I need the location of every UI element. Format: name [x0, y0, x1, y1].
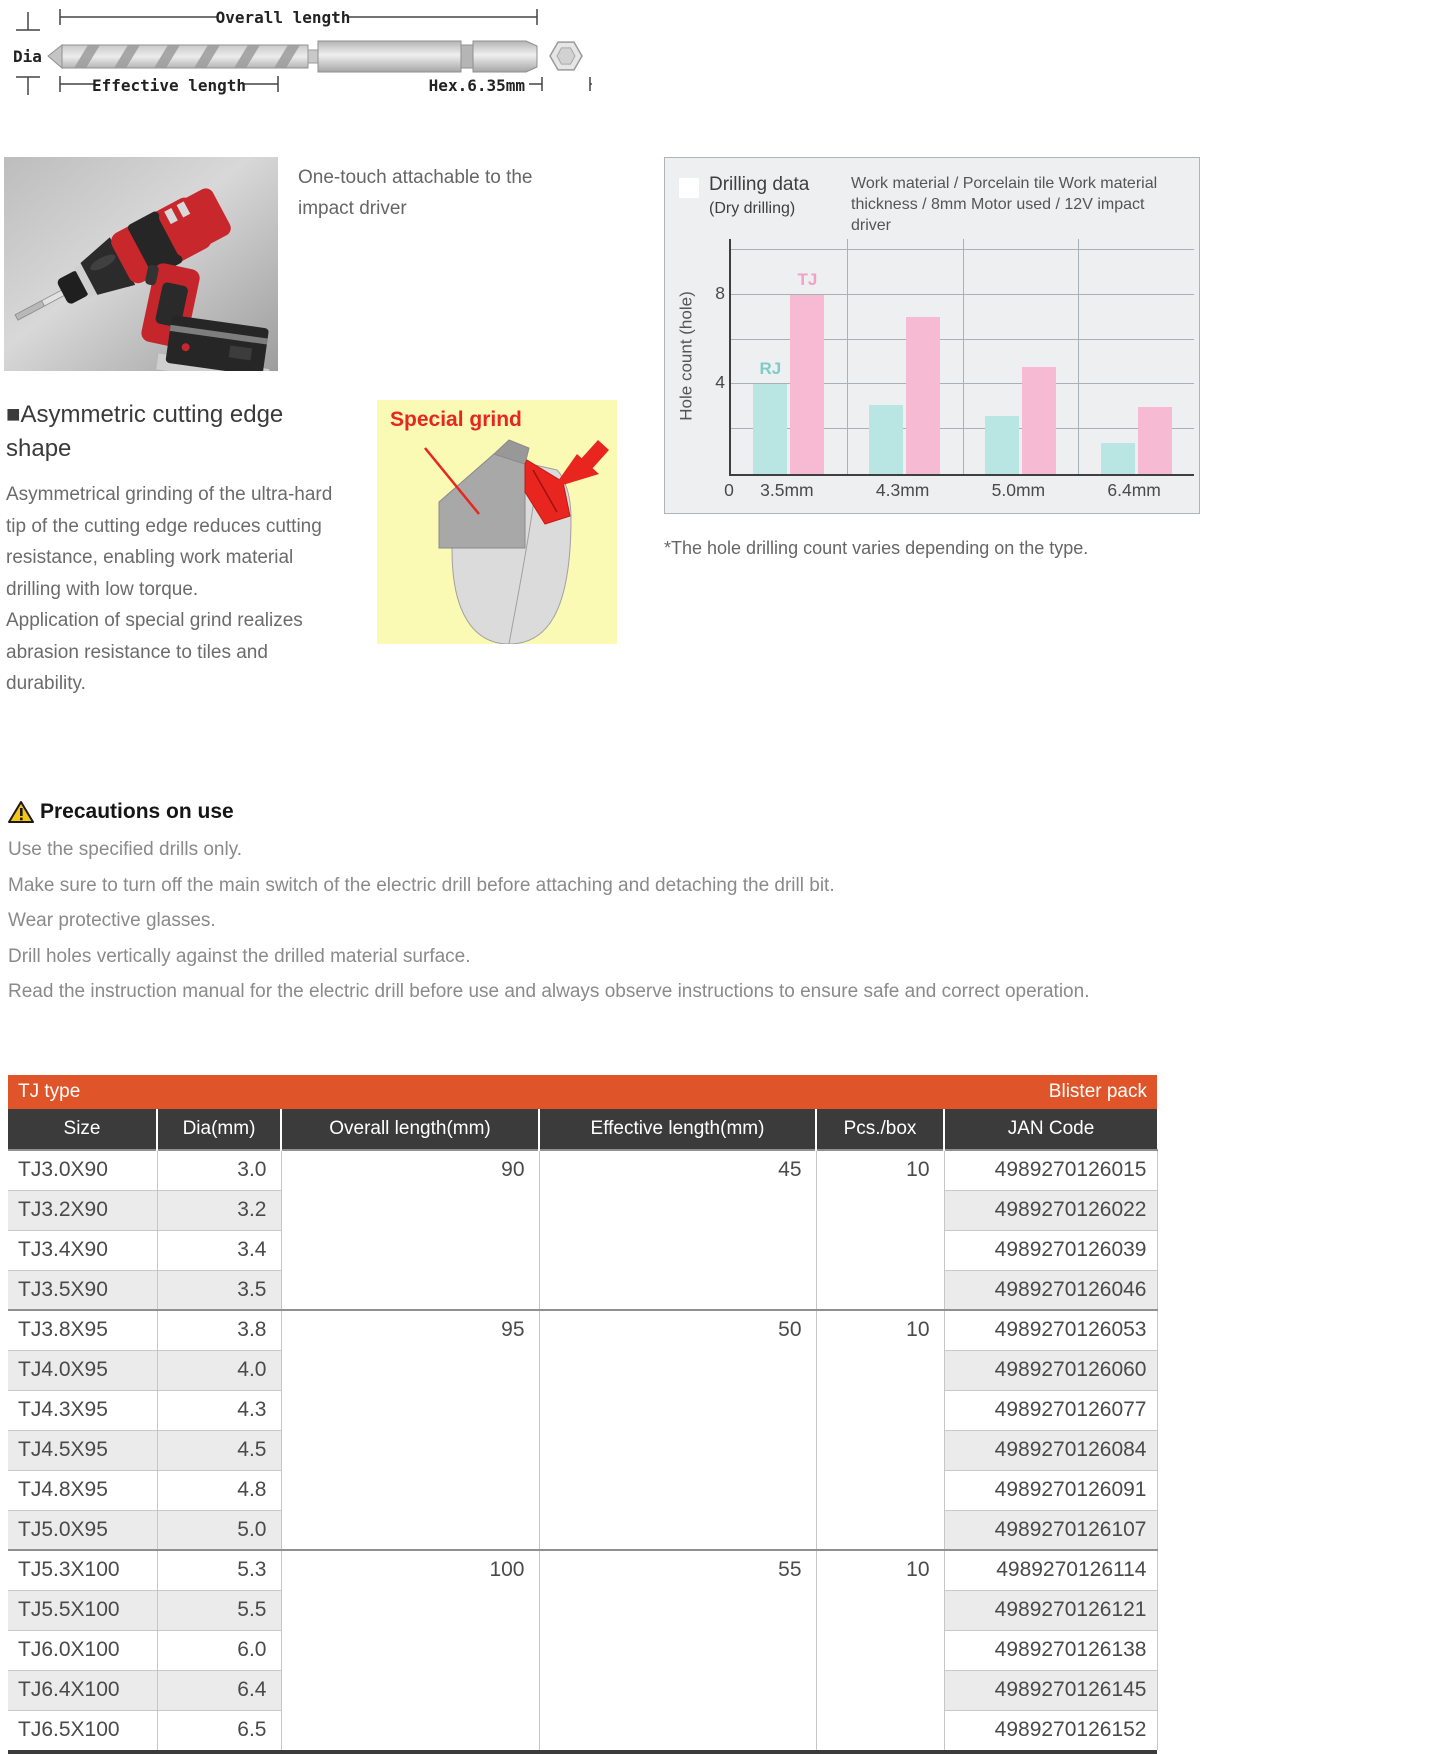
precautions-section — [8, 800, 1100, 1014]
cell-size: TJ4.5X95 — [8, 1430, 157, 1470]
dia-label: Dia — [13, 47, 42, 66]
precaution-item: Use the specified drills only. — [8, 839, 243, 860]
cell-dia: 3.4 — [157, 1230, 281, 1270]
cell-size: TJ4.3X95 — [8, 1390, 157, 1430]
cell-dia: 5.5 — [157, 1590, 281, 1630]
cell-jan-code: 4989270126022 — [944, 1190, 1157, 1230]
asymmetric-section — [6, 398, 344, 700]
cell-size: TJ4.0X95 — [8, 1350, 157, 1390]
cell-size: TJ3.8X95 — [8, 1310, 157, 1350]
cell-jan-code: 4989270126138 — [944, 1630, 1157, 1670]
table-row — [8, 1150, 1157, 1190]
cell-size: TJ6.5X100 — [8, 1710, 157, 1750]
cell-jan-code: 4989270126053 — [944, 1310, 1157, 1350]
spec-table-body — [8, 1150, 1157, 1750]
precaution-item: Drill holes vertically against the drilled material surface. — [8, 945, 471, 967]
col-header-size: Size — [8, 1109, 157, 1150]
cell-overall-length: 90 — [281, 1150, 539, 1310]
overall-length-label: Overall length — [215, 8, 351, 27]
cell-dia: 3.5 — [157, 1270, 281, 1310]
chart-plot — [715, 239, 1194, 476]
cell-size: TJ6.4X100 — [8, 1670, 157, 1710]
v-gridline — [963, 239, 964, 474]
special-grind-callout — [377, 400, 617, 644]
bar-rj — [753, 384, 787, 474]
chart-subtitle: (Dry drilling) — [709, 200, 796, 217]
hex-size-label: Hex.6.35mm — [428, 76, 525, 95]
y-axis-title: Hole count (hole) — [677, 291, 696, 421]
chart-conditions: Work material / Porcelain tile Work material thickness / 8mm Motor used / 12V impact driver — [851, 175, 1158, 235]
y-axis-tick: 8 — [715, 282, 725, 303]
effective-length-label: Effective length — [91, 76, 247, 95]
cell-jan-code: 4989270126152 — [944, 1710, 1157, 1750]
col-header-jan-code: JAN Code — [944, 1109, 1157, 1150]
col-header-pcs-box: Pcs./box — [816, 1109, 944, 1150]
asymmetric-body-2: Application of special grind realizes abrasion resistance to tiles and durability. — [6, 610, 303, 695]
cell-size: TJ6.0X100 — [8, 1630, 157, 1670]
cell-jan-code: 4989270126084 — [944, 1430, 1157, 1470]
cell-dia: 3.0 — [157, 1150, 281, 1190]
x-axis-label: 3.5mm — [760, 480, 814, 500]
asymmetric-body-1: Asymmetrical grinding of the ultra-hard tip of the cutting edge reduces cutting resistance, enabling work material drilling with low torque. — [6, 484, 333, 600]
chart-x-labels — [724, 480, 1192, 504]
cell-overall-length: 95 — [281, 1310, 539, 1550]
precaution-item: Make sure to turn off the main switch of the electric drill before attaching and detaching the drill bit. — [8, 874, 835, 896]
cell-dia: 4.3 — [157, 1390, 281, 1430]
cell-dia: 3.8 — [157, 1310, 281, 1350]
precautions-heading: Precautions on use — [40, 800, 234, 823]
x-axis-label: 5.0mm — [991, 480, 1046, 500]
table-pack-label: Blister pack — [1048, 1081, 1147, 1102]
series-label-rj: RJ — [759, 359, 782, 379]
cell-pcs-box: 10 — [816, 1550, 944, 1750]
table-row — [8, 1550, 1157, 1590]
cell-jan-code: 4989270126060 — [944, 1350, 1157, 1390]
cell-size: TJ3.0X90 — [8, 1150, 157, 1190]
x-axis-origin: 0 — [724, 480, 734, 500]
col-header-overall-length: Overall length(mm) — [281, 1109, 539, 1150]
precaution-item: Read the instruction manual for the electric drill before use and always observe instructions to ensure safe and correct operation. — [8, 981, 1090, 1002]
cell-jan-code: 4989270126107 — [944, 1510, 1157, 1550]
chart-title: Drilling data — [709, 174, 810, 195]
table-type-label: TJ type — [18, 1081, 81, 1102]
bar-tj — [906, 317, 940, 474]
next-section-bar — [8, 1750, 1157, 1754]
bar-rj — [985, 416, 1019, 474]
chart-footnote: *The hole drilling count varies depending on the type. — [664, 538, 1089, 558]
cell-effective-length: 45 — [539, 1150, 816, 1310]
cell-dia: 6.4 — [157, 1670, 281, 1710]
cell-dia: 6.5 — [157, 1710, 281, 1750]
cell-dia: 6.0 — [157, 1630, 281, 1670]
v-gridline — [847, 239, 848, 474]
cell-size: TJ3.2X90 — [8, 1190, 157, 1230]
bar-rj — [1101, 443, 1135, 474]
bar-tj — [790, 295, 824, 474]
cell-jan-code: 4989270126145 — [944, 1670, 1157, 1710]
cell-jan-code: 4989270126039 — [944, 1230, 1157, 1270]
special-grind-label: Special grind — [390, 408, 522, 431]
spec-table — [8, 1109, 1158, 1750]
bar-tj — [1138, 407, 1172, 474]
spec-table-section — [8, 1075, 1157, 1754]
cell-dia: 5.0 — [157, 1510, 281, 1550]
cell-size: TJ5.0X95 — [8, 1510, 157, 1550]
precautions-header — [8, 800, 1100, 824]
bar-tj — [1022, 367, 1056, 474]
cell-jan-code: 4989270126121 — [944, 1590, 1157, 1630]
warning-icon — [8, 800, 34, 824]
cell-dia: 4.8 — [157, 1470, 281, 1510]
x-axis-label: 4.3mm — [875, 480, 930, 500]
cell-dia: 3.2 — [157, 1190, 281, 1230]
bar-rj — [869, 405, 903, 474]
cell-jan-code: 4989270126046 — [944, 1270, 1157, 1310]
cell-jan-code: 4989270126077 — [944, 1390, 1157, 1430]
table-title-bar — [8, 1075, 1157, 1109]
col-header-dia: Dia(mm) — [157, 1109, 281, 1150]
cell-size: TJ3.5X90 — [8, 1270, 157, 1310]
drill-bit-illustration — [48, 41, 537, 72]
cell-size: TJ4.8X95 — [8, 1470, 157, 1510]
drilling-data-panel — [664, 157, 1200, 514]
y-axis-tick: 4 — [715, 372, 725, 393]
cell-jan-code: 4989270126015 — [944, 1150, 1157, 1190]
legend-swatch — [679, 178, 699, 198]
table-header-row — [8, 1109, 1157, 1150]
precaution-item: Wear protective glasses. — [8, 910, 216, 931]
one-touch-text: One-touch attachable to the impact driver — [298, 167, 533, 220]
cell-jan-code: 4989270126114 — [944, 1550, 1157, 1590]
series-label-tj: TJ — [797, 269, 818, 289]
table-row — [8, 1310, 1157, 1350]
cell-effective-length: 55 — [539, 1550, 816, 1750]
cell-dia: 5.3 — [157, 1550, 281, 1590]
special-grind-illustration — [377, 400, 617, 644]
v-gridline — [1078, 239, 1079, 474]
cell-size: TJ5.5X100 — [8, 1590, 157, 1630]
cell-effective-length: 50 — [539, 1310, 816, 1550]
x-axis-label: 6.4mm — [1107, 480, 1161, 500]
cell-dia: 4.0 — [157, 1350, 281, 1390]
cell-overall-length: 100 — [281, 1550, 539, 1750]
y-axis-title-wrap — [667, 238, 707, 474]
cell-size: TJ5.3X100 — [8, 1550, 157, 1590]
cell-jan-code: 4989270126091 — [944, 1470, 1157, 1510]
impact-driver-photo — [4, 157, 278, 371]
cell-dia: 4.5 — [157, 1430, 281, 1470]
cell-pcs-box: 10 — [816, 1310, 944, 1550]
cell-pcs-box: 10 — [816, 1150, 944, 1310]
col-header-effective-length: Effective length(mm) — [539, 1109, 816, 1150]
drill-dimension-diagram — [6, 4, 592, 98]
asymmetric-heading: ■Asymmetric cutting edge shape — [6, 401, 284, 462]
hex-shank-end-view — [550, 42, 582, 70]
cell-size: TJ3.4X90 — [8, 1230, 157, 1270]
